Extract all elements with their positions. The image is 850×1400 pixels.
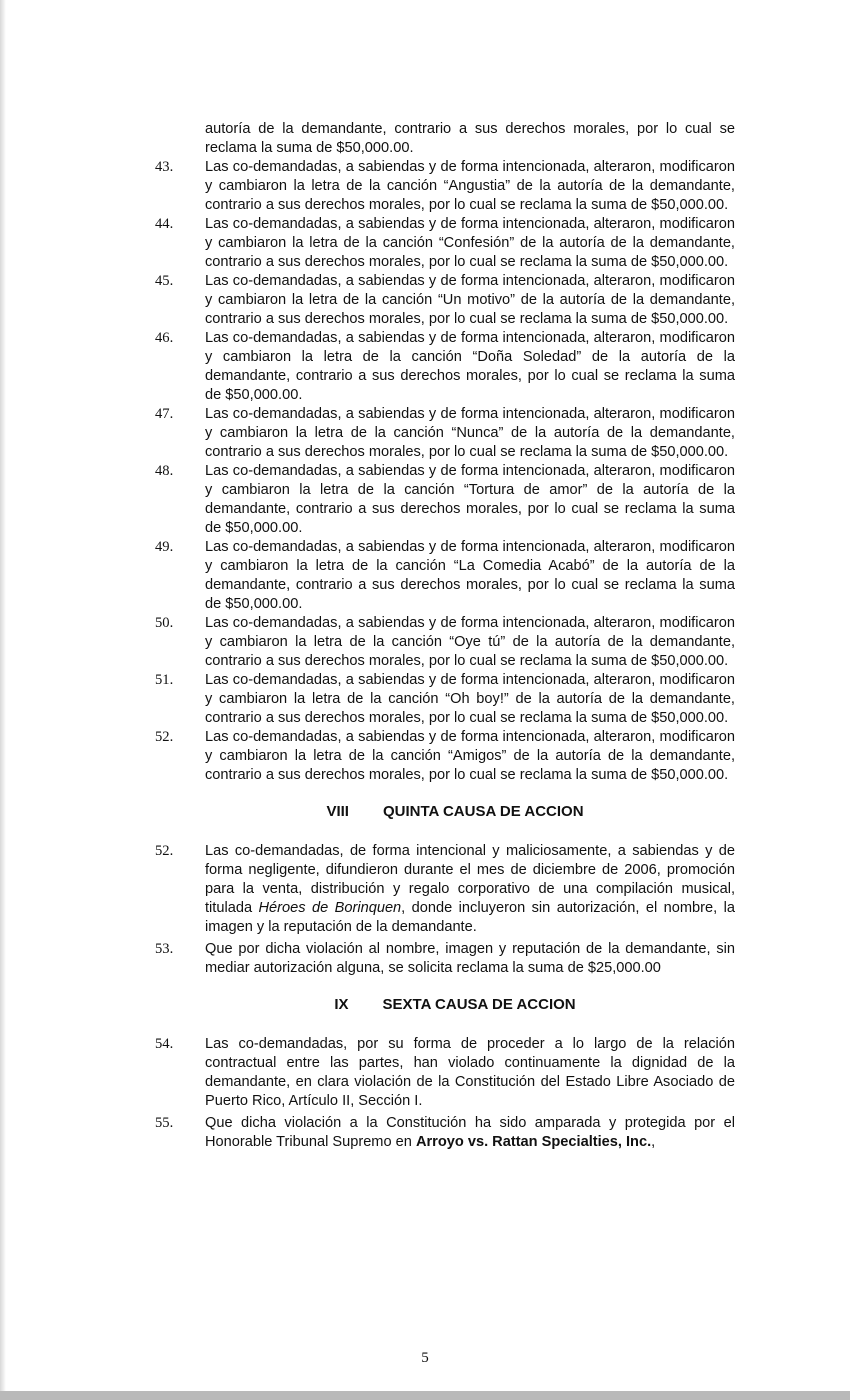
paragraph-number: 50. xyxy=(155,615,174,631)
paragraph-number: 52. xyxy=(155,729,174,745)
paragraph-text: Las co-demandadas, a sabiendas y de forma intencionada, alteraron, modificaron y cambiaron la letra de la canción “Un motivo” de la autoría de la demandante, contrario a sus derechos morales, por lo cual se reclama la suma de $50,000.00. xyxy=(205,273,735,327)
paragraph-number: 55. xyxy=(155,1115,174,1131)
section-number: IX xyxy=(334,996,349,1013)
paragraph-text: Las co-demandadas, por su forma de proceder a lo largo de la relación contractual entre las partes, han violado continuamente la dignidad de la demandante, en clara violación de la Constitución del Estado Libre Asociado de Puerto Rico, Artículo II, Sección I. xyxy=(205,1036,735,1109)
paragraph-number: 51. xyxy=(155,672,174,688)
paragraph-number: 54. xyxy=(155,1036,174,1052)
section-title: QUINTA CAUSA DE ACCION xyxy=(382,803,584,820)
paragraph-number: 52. xyxy=(155,843,174,859)
paragraph-text: Que dicha violación a la Constitución ha sido amparada y protegida por el Honorable Tribunal Supremo en Arroyo vs. Rattan Specialties, Inc., xyxy=(205,1115,735,1150)
numbered-paragraph xyxy=(155,272,735,329)
paragraph-number: 45. xyxy=(155,273,174,289)
paragraph-53 xyxy=(155,940,735,978)
numbered-paragraph xyxy=(155,329,735,405)
numbered-paragraph xyxy=(155,538,735,614)
paragraph-number: 48. xyxy=(155,463,174,479)
numbered-paragraph xyxy=(155,462,735,538)
paragraph-text: Las co-demandadas, a sabiendas y de forma intencionada, alteraron, modificaron y cambiaron la letra de la canción “La Comedia Acabó” de la autoría de la demandante, contrario a sus derechos morales, por lo cual se reclama la suma de $50,000.00. xyxy=(205,539,735,612)
paragraph-text: Que por dicha violación al nombre, imagen y reputación de la demandante, sin mediar autorización alguna, se solicita reclama la suma de $25,000.00 xyxy=(205,941,735,976)
numbered-paragraph xyxy=(155,405,735,462)
document-page xyxy=(0,120,850,1152)
paragraph-text: Las co-demandadas, a sabiendas y de forma intencionada, alteraron, modificaron y cambiaron la letra de la canción “Angustia” de la autoría de la demandante, contrario a sus derechos morales, por lo cual se reclama la suma de $50,000.00. xyxy=(205,159,735,213)
continuation-paragraph xyxy=(205,120,735,158)
section-heading-ix xyxy=(0,996,850,1013)
numbered-paragraph xyxy=(155,728,735,785)
continuation-text: autoría de la demandante, contrario a sus derechos morales, por lo cual se reclama la suma de $50,000.00. xyxy=(205,121,735,156)
paragraph-number: 49. xyxy=(155,539,174,555)
paragraph-number: 53. xyxy=(155,941,174,957)
paragraph-55 xyxy=(155,1114,735,1152)
paragraph-text: Las co-demandadas, a sabiendas y de forma intencionada, alteraron, modificaron y cambiaron la letra de la canción “Tortura de amor” de la autoría de la demandante, contrario a sus derechos morales, por lo cual se reclama la suma de $50,000.00. xyxy=(205,463,735,536)
paragraph-54 xyxy=(155,1035,735,1111)
scan-edge-bottom xyxy=(0,1391,850,1400)
paragraph-number: 43. xyxy=(155,159,174,175)
paragraph-text: Las co-demandadas, a sabiendas y de forma intencionada, alteraron, modificaron y cambiaron la letra de la canción “Amigos” de la autoría de la demandante, contrario a sus derechos morales, por lo cual se reclama la suma de $50,000.00. xyxy=(205,729,735,783)
section-heading-viii xyxy=(0,803,850,820)
section-number: VIII xyxy=(326,803,349,820)
paragraph-text: Las co-demandadas, de forma intencional y maliciosamente, a sabiendas y de forma negligente, difundieron durante el mes de diciembre de 2006, promoción para la venta, distribución y regalo corporativo de una compilación musical, titulada Héroes de Borinquen, donde incluyeron sin autorización, el nombre, la imagen y la reputación de la demandante. xyxy=(205,843,735,935)
paragraph-number: 44. xyxy=(155,216,174,232)
paragraph-text: Las co-demandadas, a sabiendas y de forma intencionada, alteraron, modificaron y cambiaron la letra de la canción “Nunca” de la autoría de la demandante, contrario a sus derechos morales, por lo cual se reclama la suma de $50,000.00. xyxy=(205,406,735,460)
page-number: 5 xyxy=(421,1350,429,1366)
paragraph-number: 47. xyxy=(155,406,174,422)
paragraph-text: Las co-demandadas, a sabiendas y de forma intencionada, alteraron, modificaron y cambiaron la letra de la canción “Oye tú” de la autoría de la demandante, contrario a sus derechos morales, por lo cual se reclama la suma de $50,000.00. xyxy=(205,615,735,669)
album-title: Héroes de Borinquen xyxy=(258,900,402,916)
paragraph-text: Las co-demandadas, a sabiendas y de forma intencionada, alteraron, modificaron y cambiaron la letra de la canción “Oh boy!” de la autoría de la demandante, contrario a sus derechos morales, por lo cual se reclama la suma de $50,000.00. xyxy=(205,672,735,726)
paragraph-text: Las co-demandadas, a sabiendas y de forma intencionada, alteraron, modificaron y cambiaron la letra de la canción “Confesión” de la autoría de la demandante, contrario a sus derechos morales, por lo cual se reclama la suma de $50,000.00. xyxy=(205,216,735,270)
numbered-paragraph xyxy=(155,671,735,728)
case-citation: Arroyo vs. Rattan Specialties, Inc. xyxy=(415,1134,652,1150)
paragraph-list-moral-rights xyxy=(0,158,850,785)
numbered-paragraph xyxy=(155,614,735,671)
section-title: SEXTA CAUSA DE ACCION xyxy=(382,996,576,1013)
paragraph-number: 46. xyxy=(155,330,174,346)
numbered-paragraph xyxy=(155,158,735,215)
numbered-paragraph xyxy=(155,215,735,272)
paragraph-text: Las co-demandadas, a sabiendas y de forma intencionada, alteraron, modificaron y cambiaron la letra de la canción “Doña Soledad” de la autoría de la demandante, contrario a sus derechos morales, por lo cual se reclama la suma de $50,000.00. xyxy=(205,330,735,403)
paragraph-52b xyxy=(155,842,735,937)
